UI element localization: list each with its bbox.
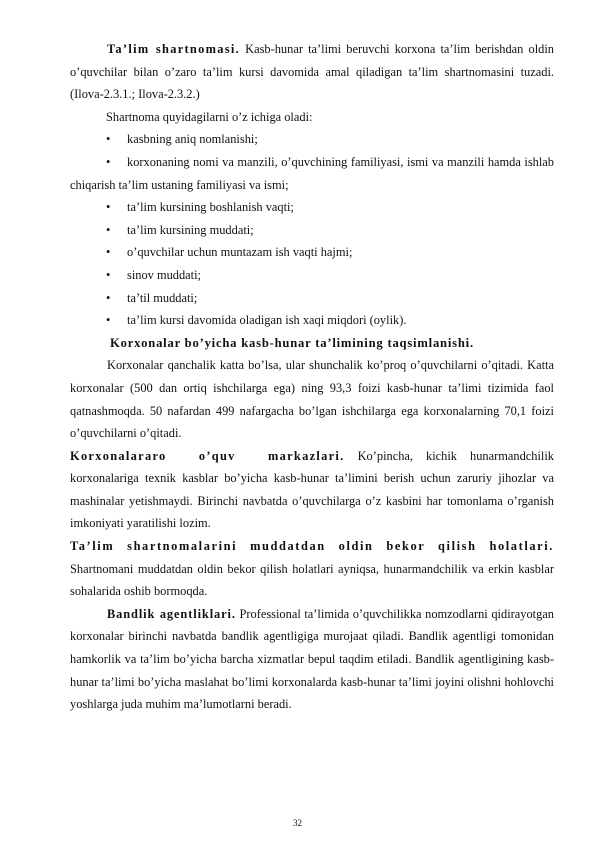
paragraph-talim-shartnomasi (70, 38, 554, 106)
list-item (70, 219, 554, 242)
paragraph-text: Kasb-hunar ta’limi beruvchi korxona ta’lim berishdan oldin o’quvchilar bilan o’zaro ta’lim kursi davomida amal qiladigan ta’lim shartnomasini tuzadi. (Ilova-2.3.1.; Ilova-2.3.2.) (70, 42, 554, 102)
document-page (70, 38, 554, 716)
bullet-icon: • (106, 222, 111, 237)
section-heading: Korxonalar bo’yicha kasb-hunar ta’limining taqsimlanishi. (110, 335, 474, 350)
paragraph-distribution: Korxonalar qanchalik katta bo’lsa, ular shunchalik ko’proq o’quvchilarni o’qitadi. Katta korxonalar (500 dan ortiq ishchilarga ega) ning 93,3 foizi kasb-hunar ta’limi tizimida faol qatnashmoqda. 50 nafardan 499 nafargacha bo’lgan ishchilarga ega korxonalarning 70,1 foizi o’quvchilarni o’qitadi. (70, 358, 554, 441)
list-item-text: ta’til muddati; (127, 290, 198, 305)
list-item (70, 241, 554, 264)
list-item-text: korxonaning nomi va manzili, o’quvchining familiyasi, ismi va manzili hamda ishlab chiqarish ta’lim ustaning familiyasi va ismi; (70, 154, 554, 192)
bullet-icon: • (106, 245, 111, 260)
bullet-icon: • (106, 200, 111, 215)
list-item (70, 287, 554, 310)
bullet-icon: • (106, 313, 111, 328)
list-item-text: kasbning aniq nomlanishi; (127, 132, 258, 147)
bullet-icon: • (106, 154, 111, 169)
list-item-text: sinov muddati; (127, 267, 201, 282)
bullet-icon: • (106, 132, 111, 147)
list-item (70, 264, 554, 287)
contract-intro: Shartnoma quyidagilarni o’z ichiga oladi: (106, 109, 313, 124)
inline-heading-training-centers: Korxonalararo o’quv markazlari. (70, 448, 345, 463)
paragraph-text: Professional ta’limida o’quvchilikka nomzodlarni qidirayotgan korxonalar birinchi navbatda bandlik agentligiga murojaat qiladi. Bandlik agentligi tomonidan hamkorlik va ta’lim bo’yicha barcha xizmatlar bepul taqdim etiladi. Bandlik agentligining kasb-hunar ta’limi bo’yicha maslahat bo’limi korxonalarda kasb-hunar ta’limi joyini olishni hohlovchi yoshlarga juda muhim ma’lumotlarni beradi. (70, 606, 554, 712)
list-item-text: ta’lim kursining muddati; (127, 222, 254, 237)
paragraph-employment-agencies (70, 603, 554, 716)
page-number: 32 (293, 818, 302, 828)
list-item (70, 128, 554, 151)
list-item-text: o’quvchilar uchun muntazam ish vaqti hajmi; (127, 245, 353, 260)
paragraph-text: Ko’pincha, kichik hunarmandchilik korxonalariga texnik kasblar bo’yicha kasb-hunar ta’limini berish uchun zaruriy jihozlar va mashinalar yetishmaydi. Birinchi navbatda o’quvchilarga o’z kasbini har tomonlama o’rganish imkoniyati yaratilishi lozim. (70, 448, 554, 531)
bullet-icon: • (106, 267, 111, 282)
list-item-text: ta’lim kursining boshlanish vaqti; (127, 200, 294, 215)
inline-heading-employment-agencies: Bandlik agentliklari. (107, 606, 236, 621)
bullet-icon: • (106, 290, 111, 305)
list-item (70, 151, 554, 196)
list-item (70, 196, 554, 219)
paragraph-termination: Shartnomani muddatdan oldin bekor qilish holatlari ayniqsa, hunarmandchilik va erkin kasblar sohalarida oshib bormoqda. (70, 561, 554, 599)
inline-heading-termination: Ta’lim shartnomalarini muddatdan oldin bekor qilish holatlari. (70, 539, 554, 554)
list-item-text: ta’lim kursi davomida oladigan ish xaqi miqdori (oylik). (127, 313, 407, 328)
paragraph-training-centers (70, 445, 554, 535)
inline-heading-talim-shartnomasi: Ta’lim shartnomasi. (107, 42, 240, 56)
paragraph-heading-termination (70, 535, 554, 558)
list-item (70, 309, 554, 332)
